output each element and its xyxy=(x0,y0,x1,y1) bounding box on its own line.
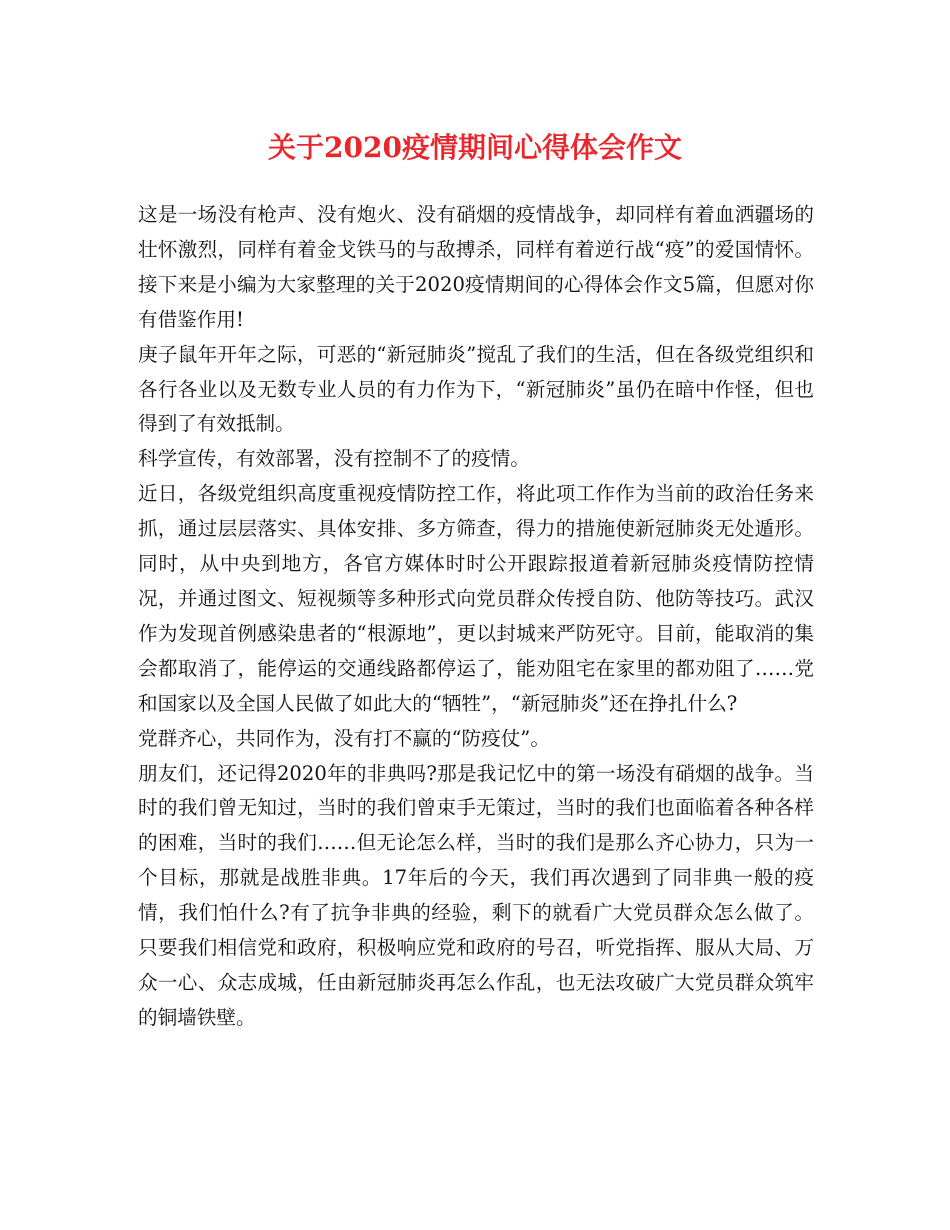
paragraph: 朋友们，还记得2020年的非典吗?那是我记忆中的第一场没有硝烟的战争。当时的我们曾无知过，当时的我们曾束手无策过，当时的我们也面临着各种各样的困难，当时的我们……但无论怎么样，当时的我们是那么齐心协力，只为一个目标，那就是战胜非典。17年后的今天，我们再次遇到了同非典一般的疫情，我们怕什么?有了抗争非典的经验，剩下的就看广大党员群众怎么做了。只要我们相信党和政府，积极响应党和政府的号召，听党指挥、服从大局、万众一心、众志成城，任由新冠肺炎再怎么作乱，也无法攻破广大党员群众筑牢的铜墙铁壁。 xyxy=(138,761,814,1029)
paragraph: 党群齐心，共同作为，没有打不赢的“防疫仗”。 xyxy=(138,726,550,750)
paragraph: 科学宣传，有效部署，没有控制不了的疫情。 xyxy=(138,447,530,471)
document-body xyxy=(138,198,814,1036)
paragraph: 庚子鼠年开年之际，可恶的“新冠肺炎”搅乱了我们的生活，但在各级党组织和各行各业以及无数专业人员的有力作为下，“新冠肺炎”虽仍在暗中作怪，但也得到了有效抵制。 xyxy=(138,342,814,436)
paragraph: 近日，各级党组织高度重视疫情防控工作，将此项工作作为当前的政治任务来抓，通过层层落实、具体安排、多方筛查，得力的措施使新冠肺炎无处遁形。同时，从中央到地方，各官方媒体时时公开跟踪报道着新冠肺炎疫情防控情况，并通过图文、短视频等多种形式向党员群众传授自防、他防等技巧。武汉作为发现首例感染患者的“根源地”，更以封城来严防死守。目前，能取消的集会都取消了，能停运的交通线路都停运了，能劝阻宅在家里的都劝阻了……党和国家以及全国人民做了如此大的“牺牲”，“新冠肺炎”还在挣扎什么? xyxy=(138,482,814,715)
document-title: 关于2020疫情期间心得体会作文 xyxy=(268,131,682,164)
paragraph: 这是一场没有枪声、没有炮火、没有硝烟的疫情战争，却同样有着血洒疆场的壮怀激烈，同样有着金戈铁马的与敌搏杀，同样有着逆行战“疫”的爱国情怀。接下来是小编为大家整理的关于2020疫情期间的心得体会作文5篇，但愿对你有借鉴作用! xyxy=(138,203,814,331)
